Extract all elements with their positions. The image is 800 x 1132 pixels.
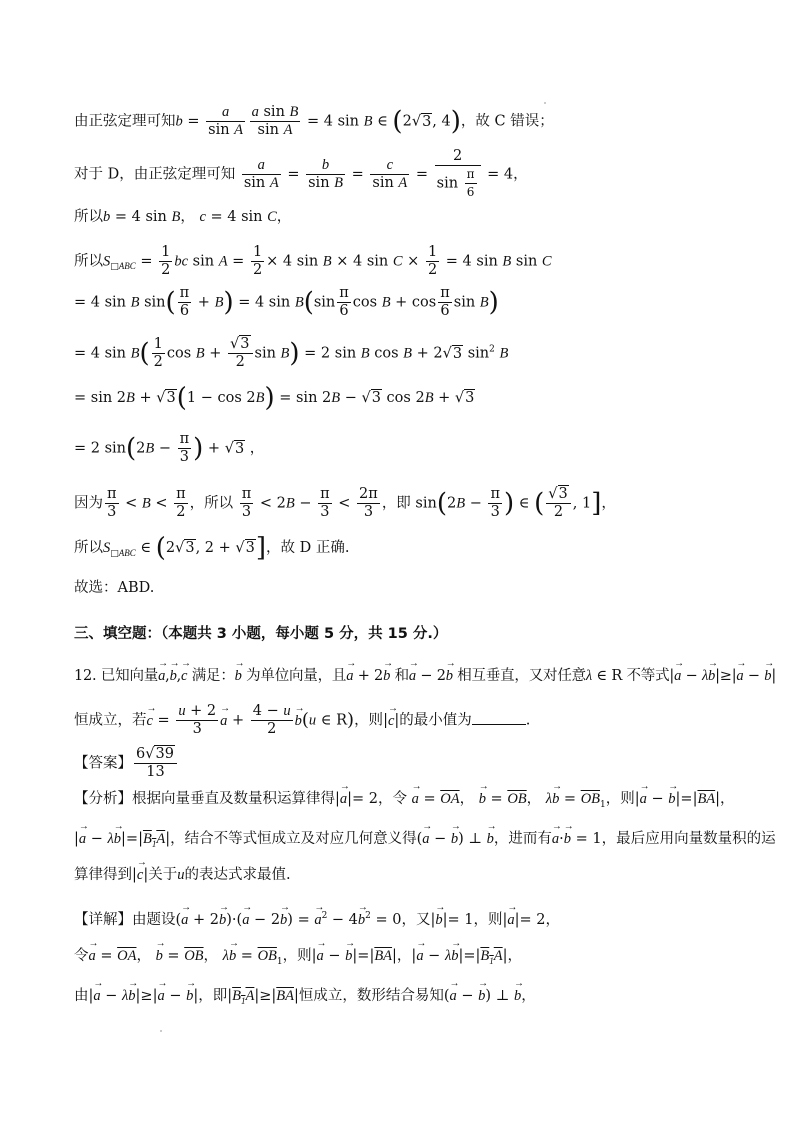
- line-4: 所以$S_{□ABC}$ = $\frac{1}{2}$ bc sin A = $\frac{1}{2}$ × 4 sin B × 4 sin C × $\frac{1}{2}$ = 4 sin B sin C: [74, 244, 552, 278]
- line-10: 所以$S_{□ABC}$ ∈ (2√3, 2 + √3]，故 D 正确.: [74, 533, 350, 563]
- line-2: 对于 D，由正弦定理可知 $\frac{a}{\text{sin A}}$ = $\frac{b}{\text{sin B}}$ = $\frac{c}{\text{sin A}}$ = 2 sin $\frac{\pi}{6}$ = 4，: [74, 148, 528, 199]
- line-6: = 4 sin B( $\frac{1}{2}$ cos B + $\frac{√3}{2}$ sin B) = 2 sin B cos B + 2√3 $\sin^2 B$: [74, 336, 509, 370]
- line-11: 故选：ABD.: [74, 580, 155, 596]
- analysis-line-3: 算律得到|→ c|关于u的表达式求最值.: [74, 865, 291, 885]
- line-1: 由正弦定理可知b = $\frac{a}{\text{sin A}}$ $\frac{\text{a sin B}}{\text{sin A}}$ = 4 sin B ∈ (2√3, 4)，故 C 错误；: [74, 104, 554, 138]
- question-12-line-1: 12. 已知向量→ a,→ b,→ c 满足：→ b 为单位向量，且→ a + 2→ b 和→ a − 2→ b 相互垂直，又对任意λ ∈ R 不等式|→ a − λ→ b|≥|→ a − → b|: [74, 666, 776, 686]
- analysis-line-1: 【分析】根据向量垂直及数量积运算律得|→ a|= 2，令 → $a = \overline{OA}$， → $b = \overline{OB}$， $\lambda\to b = \overline{OB}_1$，则|→ a − → $b|=|\overline{BA}|$，: [74, 789, 735, 815]
- section-title: 三、填空题：（本题共 3 小题，每小题 5 分，共 15 分.）: [74, 626, 448, 642]
- answer-line: 【答案】 $\frac{6√39}{13}$: [74, 746, 179, 781]
- line-9: 因为 $\frac{\pi}{3}$ < B < $\frac{\pi}{2}$ ，所以 $\frac{\pi}{3}$ < 2B − $\frac{\pi}{3}$ < $\frac{2\pi}{3}$ ，即 sin(2B − $\frac{\pi}{3}$ ) ∈ ( $\frac{√3}{2}$ , 1]，: [74, 486, 616, 520]
- detail-line-2: 令→ $a = \overline{OA}$， → $b = \overline{OB}$， $\lambda\to b = \overline{OB}_1$，则|→ a − → $b|=|\overline{BA}|$，|→ $a - \lambda\to b|=|B_1A|$，: [74, 946, 522, 972]
- line-5: = 4 sin B sin( $\frac{\pi}{6}$ + B) = 4 sin B(sin $\frac{\pi}{6}$ cos B + cos $\frac{\pi}{6}$ sin B): [74, 285, 499, 319]
- line-8: = 2 sin(2B − $\frac{\pi}{3}$ ) + √3 ，: [74, 431, 265, 465]
- detail-line-1: 【详解】由题设(→ a + 2→ b)·(→ a − 2→ b) = → $a^2 - 4\to b^2 = 0$，又|→ b|= 1，则|→ a|= 2，: [74, 906, 560, 930]
- line-7: = sin 2B + √3(1 − cos 2B) = sin 2B − √3 cos 2B + √3: [74, 383, 475, 413]
- scan-speck: [160, 1030, 162, 1032]
- answer-blank: [472, 710, 526, 725]
- detail-line-3: 由|→ a − λ→ b|≥|→ a − → b|，即$|B_1A|\ge|\overline{BA}|$恒成立，数形结合易知(→ a − → b) ⊥ → b，: [74, 986, 536, 1011]
- question-12-line-2: 恒成立，若→ c = $\frac{u + 2}{3}$ → a + $\frac{4 - u}{2}$ → b(u ∈ R)，则|→ c|的最小值为 .: [74, 703, 530, 738]
- analysis-line-2: |→ $a - \lambda\to b|=|B_1A|$，结合不等式恒成立及对应几何意义得(→ a − → b) ⊥ → b，进而有→ a·→ b = 1，最后应用向量数量积的运: [74, 829, 776, 854]
- scan-speck: [544, 102, 546, 104]
- line-3: 所以b = 4 sin B， c = 4 sin C，: [74, 209, 292, 225]
